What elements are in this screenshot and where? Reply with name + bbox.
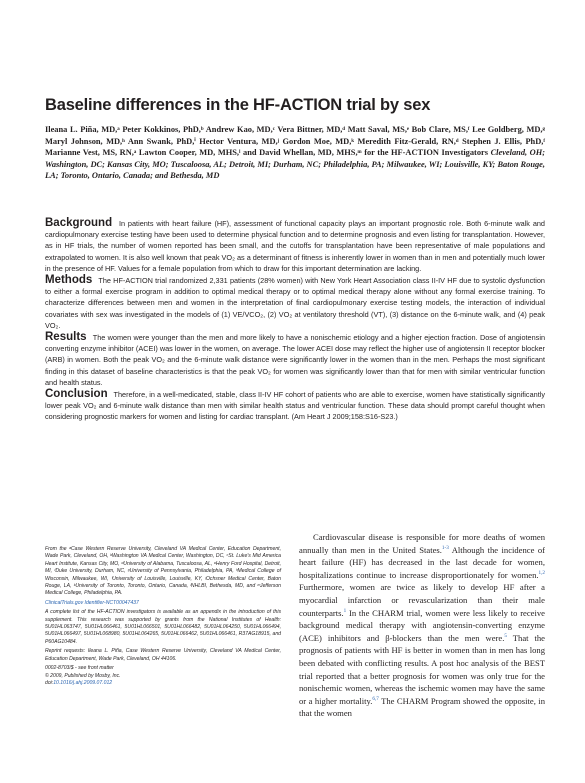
footnote-reprints: Reprint requests: Ileana L. Piña, Case Western Reserve University, Cleveland VA Medical Center, Education Department, Wade Park, Cleveland, OH 44106. [45,648,281,662]
footnote-trial [45,600,281,607]
methods-text: The HF-ACTION trial randomized 2,331 patients (28% women) with New York Heart Association class II-IV HF due to systolic dysfunction to either a formal exercise program in addition to optimal medical therapy or to optimal medical therapy alone without any formal exercise training. To characterize differences between men and women in the interpretation of final cardiopulmonary exercise testing models, the interaction of individual covariates with sex was investigated in the models of (1) VE/VCO₂, (2) VO₂ at ventilatory threshold (VT), (3) distance on the 6-minute walk, and (4) peak VO₂. [45,276,545,330]
author-list [45,124,545,182]
trial-registry-label: ClinicalTrials.gov Identifier- [45,599,106,606]
trial-id-link[interactable]: NCT00047437 [105,599,139,606]
author-locations: Cleveland, OH; Washington, DC; Kansas City, MO; Tuscaloosa, AL; Detroit, MI; Durham, NC; Philadelphia, PA; Milwaukee, WI; Louisville, KY; Baton Rouge, LA; Toronto, Ontario, Canada; and Bethesda, MD [45,148,545,181]
abstract-conclusion [45,389,545,423]
body-text-5: That the prognosis of patients with HF is better in women than in men has long been debated with conflicting results. A post hoc analysis of the BEST trial reported that a better prognosis for women was only true for the nonischemic women, whereas the ischemic women may have the same or a higher mortality. [299,632,545,706]
methods-heading: Methods [45,274,93,287]
body-paragraph [299,531,545,720]
background-heading: Background [45,217,113,229]
footnote-affiliations: From the ᵃCase Western Reserve University, Cleveland VA Medical Center, Education Department, Wade Park, Cleveland, OH, ᵇWashington VA Medical Center, Washington, DC, ᶜSt. Luke's Mid America Heart Institute, Kansas City, MO, ᵈUniversity of Alabama, Tuscaloosa, AL, ᵉHenry Ford Hospital, Detroit, MI, ᶠDuke University, Durham, NC, ᵍUniversity of Pennsylvania, Philadelphia, PA, ʰMedical College of Wisconsin, Milwaukee, WI, ⁱUniversity of Louisville, Louisville, KY, ʲOchsner Medical Center, Baton Rouge, LA, ᵏUniversity of Toronto, Toronto, Ontario, Canada, ˡNHLBI, Bethesda, MD, and ᵐJefferson Medical College, Philadelphia, PA. [45,546,281,597]
body-text-4: In the CHARM trial, women were less likely to receive background medical therapy with angiotensin-converting enzyme (ACE) inhibitors and β-blockers than the men were. [299,607,545,643]
author-names: Ileana L. Piña, MD,ᵃ Peter Kokkinos, PhD,ᵇ Andrew Kao, MD,ᶜ Vera Bittner, MD,ᵈ Matt Saval, MS,ᵉ Bob Clare, MS,ᶠ Lee Goldberg, MD,ᵍ Maryl Johnson, MD,ʰ Ann Swank, PhD,ⁱ Hector Ventura, MD,ʲ Gordon Moe, MD,ᵏ Meredith Fitz-Gerald, RN,ᵈ Stephen J. Ellis, PhD,ᶠ Marianne Vest, MS, RN,ᵃ Lawton Cooper, MD, MHS,ˡ and David Whellan, MD, MHS,ᵐ for the HF-ACTION Investigators [45,125,545,158]
article-title: Baseline differences in the HF-ACTION trial by sex [45,96,431,114]
abstract-results [45,332,545,388]
footnote-copyright: © 2009, Published by Mosby, Inc. [45,672,121,679]
citation-4[interactable]: 5 [504,632,507,639]
body-text-3: Furthermore, women are twice as likely to develop HF after a myocardial infarction or revascularization than their male counterparts. [299,582,545,618]
footnotes [45,546,281,687]
body-text-6: The CHARM Program showed the opposite, in that the women [299,695,545,719]
citation-3[interactable]: 1 [343,607,347,614]
citation-5[interactable]: 6,7 [372,695,379,702]
footnote-investigators: A complete list of the HF-ACTION investigators is available as an appendix in the introduction of this supplement. This research was supported by grants from the National Institutes of Health: 5U01HL063747, 5U01HL066461, 5U01HL066501, 5U01HL066482, 5U01HL064250, 5U01HL066494, 5U01HL066497, 5U01HL068980, 5U01HL064265, 5U01HL066462, 5U01HL066461, R37AG18915, and P60AG10484. [45,609,281,645]
body-text-1: Cardiovascular disease is responsible for more deaths of women annually than men in the United States. [299,532,545,555]
citation-1[interactable]: 1-3 [441,544,449,551]
abstract [45,218,545,424]
background-text: In patients with heart failure (HF), assessment of functional capacity plays an important prognostic role. Both 6-minute walk and cardiopulmonary exercise testing have been used to determine physical function and to determine prognosis and even listing for transplantation. However, as in HF trials, the number of women reported has been small, and the cutoffs for transplantation have been representative of male populations and extrapolated to women. It is also well known that peak VO₂ as a determinant of fitness is inherently lower in women than in men and potentially much lower in the presence of HF. Values for a female population from which to draw for this important determination are lacking. [45,219,545,273]
citation-2[interactable]: 1,2 [538,569,545,576]
body-text-2: Although the incidence of heart failure (HF) has decreased in the last decade for women, hospitalizations continue to increase disproportionately for women. [299,544,545,580]
results-text: The women were younger than the men and more likely to have a nonischemic etiology and a higher ejection fraction. Dose of angiotensin converting enzyme inhibitor (ACEI) was lower in the women, on average. The lower ACEI dose may reflect the higher use of angiotensin II receptor blocker (ARB) in women. Both the peak VO₂ and the 6-minute walk distance were significantly lower in the women than in the men. Perhaps the most significant finding in this dataset of baseline characteristics is that the peak VO₂ for women was significantly lower than that for men with similar ventricular function and health status. [45,333,545,387]
results-heading: Results [45,331,87,344]
footnote-issn: 0002-8703/$ - see front matter [45,665,114,672]
doi-link[interactable]: 10.1016/j.ahj.2009.07.012 [53,679,113,686]
doi-label: doi: [45,679,54,686]
conclusion-text: Therefore, in a well-medicated, stable, class II-IV HF cohort of patients who are able to exercise, women have statistically significantly lower peak VO₂ and 6-minute walk distance than men with similar health status and ventricular function. These data should prompt careful thought when considering prognostic markers for women and listing for cardiac transplant. (Am Heart J 2009;158:S16-S23.) [45,390,545,422]
abstract-methods [45,275,545,331]
footnote-doi [45,680,281,687]
abstract-background [45,218,545,274]
conclusion-heading: Conclusion [45,388,108,401]
